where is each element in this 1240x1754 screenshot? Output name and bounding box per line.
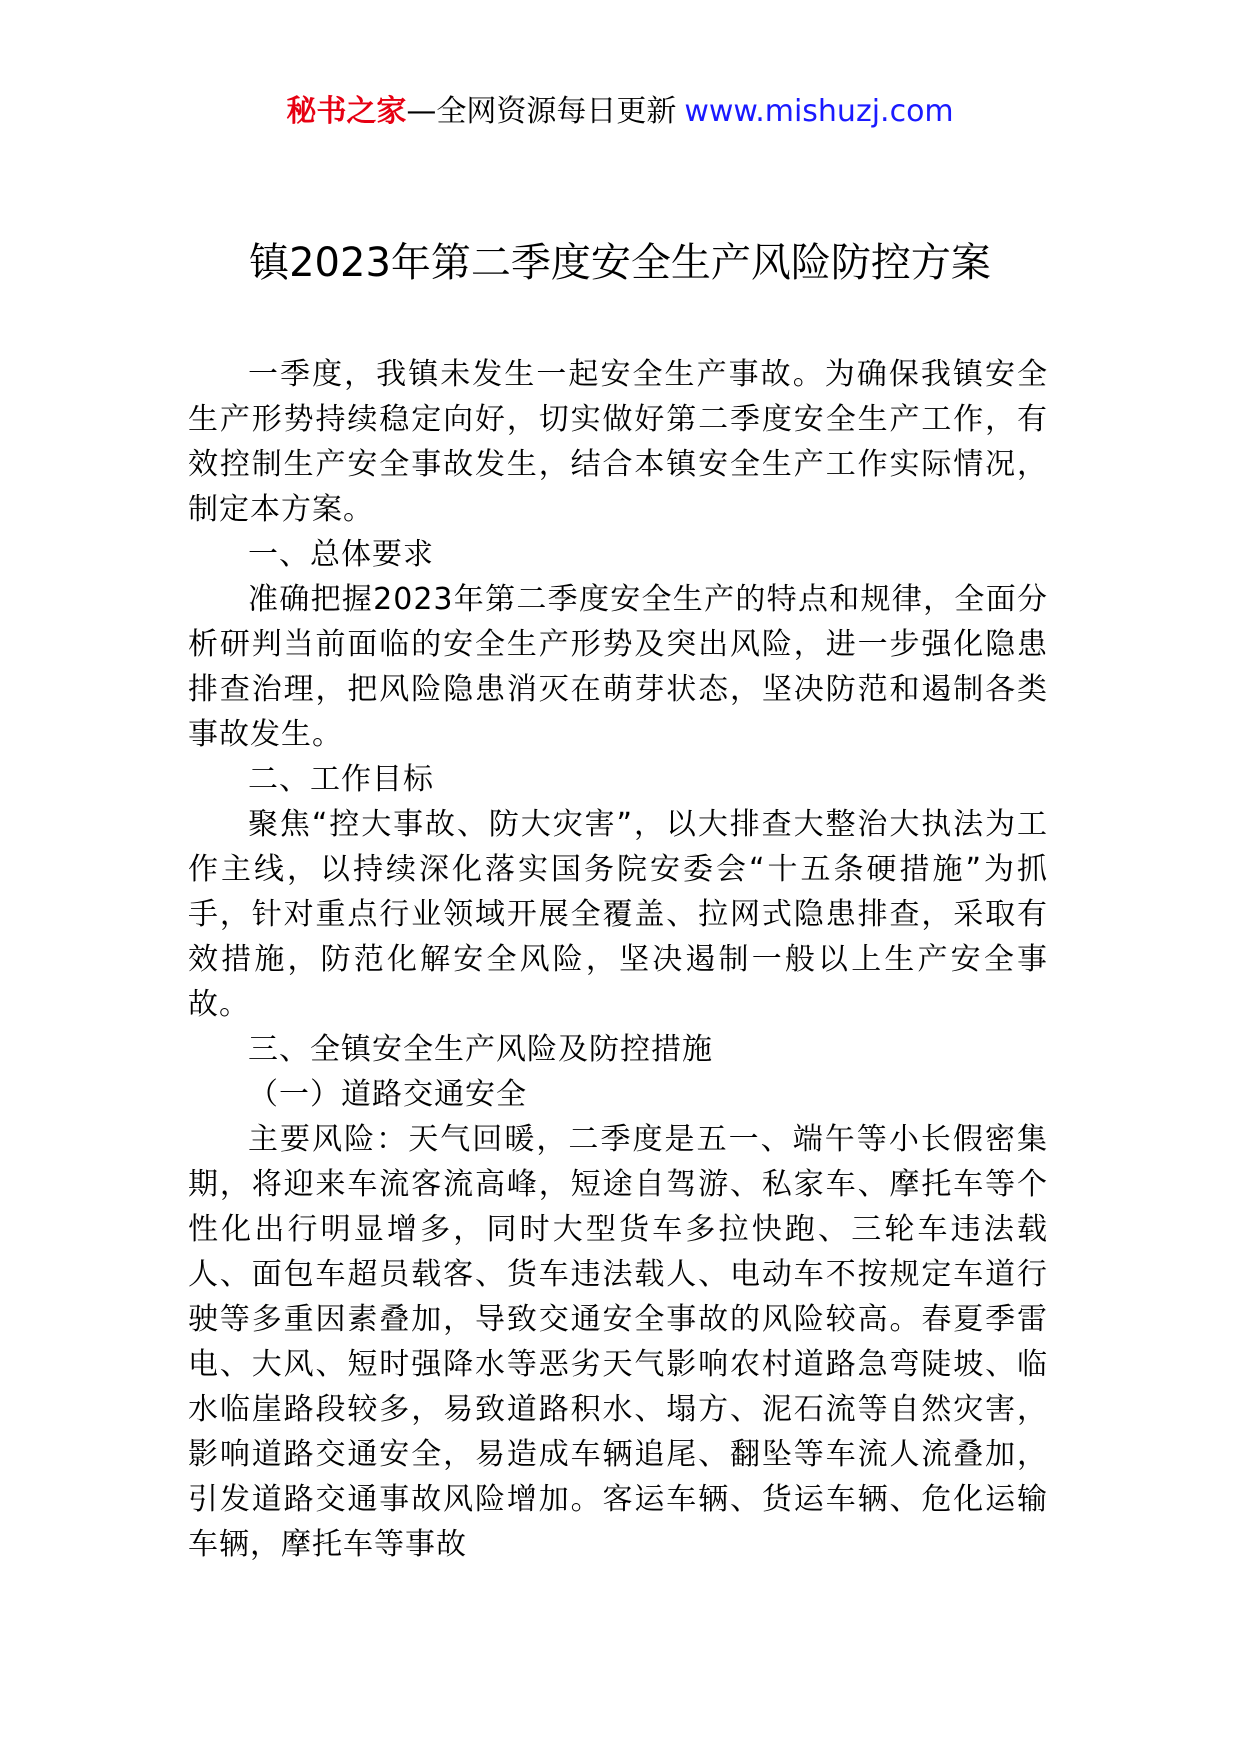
site-header: [0, 92, 1240, 132]
site-tagline: —全网资源每日更新: [406, 94, 677, 129]
section-heading-general-requirements: 一、总体要求: [248, 537, 434, 572]
general-requirements-paragraph: 准确把握2023年第二季度安全生产的特点和规律，全面分析研判当前面临的安全生产形势及突出风险，进一步强化隐患排查治理，把风险隐患消灭在萌芽状态，坚决防范和遏制各类事故发生。: [188, 582, 1048, 752]
road-traffic-risk-paragraph: 主要风险：天气回暖，二季度是五一、端午等小长假密集期，将迎来车流客流高峰，短途自驾游、私家车、摩托车等个性化出行明显增多，同时大型货车多拉快跑、三轮车违法载人、面包车超员载客、货车违法载人、电动车不按规定车道行驶等多重因素叠加，导致交通安全事故的风险较高。春夏季雷电、大风、短时强降水等恶劣天气影响农村道路急弯陡坡、临水临崖路段较多，易致道路积水、塌方、泥石流等自然灾害，影响道路交通安全，易造成车辆追尾、翻坠等车流人流叠加，引发道路交通事故风险增加。客运车辆、货运车辆、危化运输车辆，摩托车等事故: [188, 1122, 1048, 1562]
document-body: [188, 352, 1048, 1567]
subsection-heading-road-traffic: （一）道路交通安全: [248, 1077, 527, 1112]
document-title: 镇2023年第二季度安全生产风险防控方案: [249, 240, 991, 286]
work-goals-paragraph: 聚焦“控大事故、防大灾害”，以大排查大整治大执法为工作主线，以持续深化落实国务院安委会“十五条硬措施”为抓手，针对重点行业领域开展全覆盖、拉网式隐患排查，采取有效措施，防范化解安全风险，坚决遏制一般以上生产安全事故。: [188, 807, 1048, 1022]
intro-paragraph: 一季度，我镇未发生一起安全生产事故。为确保我镇安全生产形势持续稳定向好，切实做好第二季度安全生产工作，有效控制生产安全事故发生，结合本镇安全生产工作实际情况，制定本方案。: [188, 357, 1048, 527]
section-heading-risks-and-measures: 三、全镇安全生产风险及防控措施: [248, 1032, 713, 1067]
brand-name: 秘书之家: [286, 94, 407, 129]
section-heading-work-goals: 二、工作目标: [248, 762, 434, 797]
site-url-link[interactable]: www.mishuzj.com: [684, 94, 954, 129]
